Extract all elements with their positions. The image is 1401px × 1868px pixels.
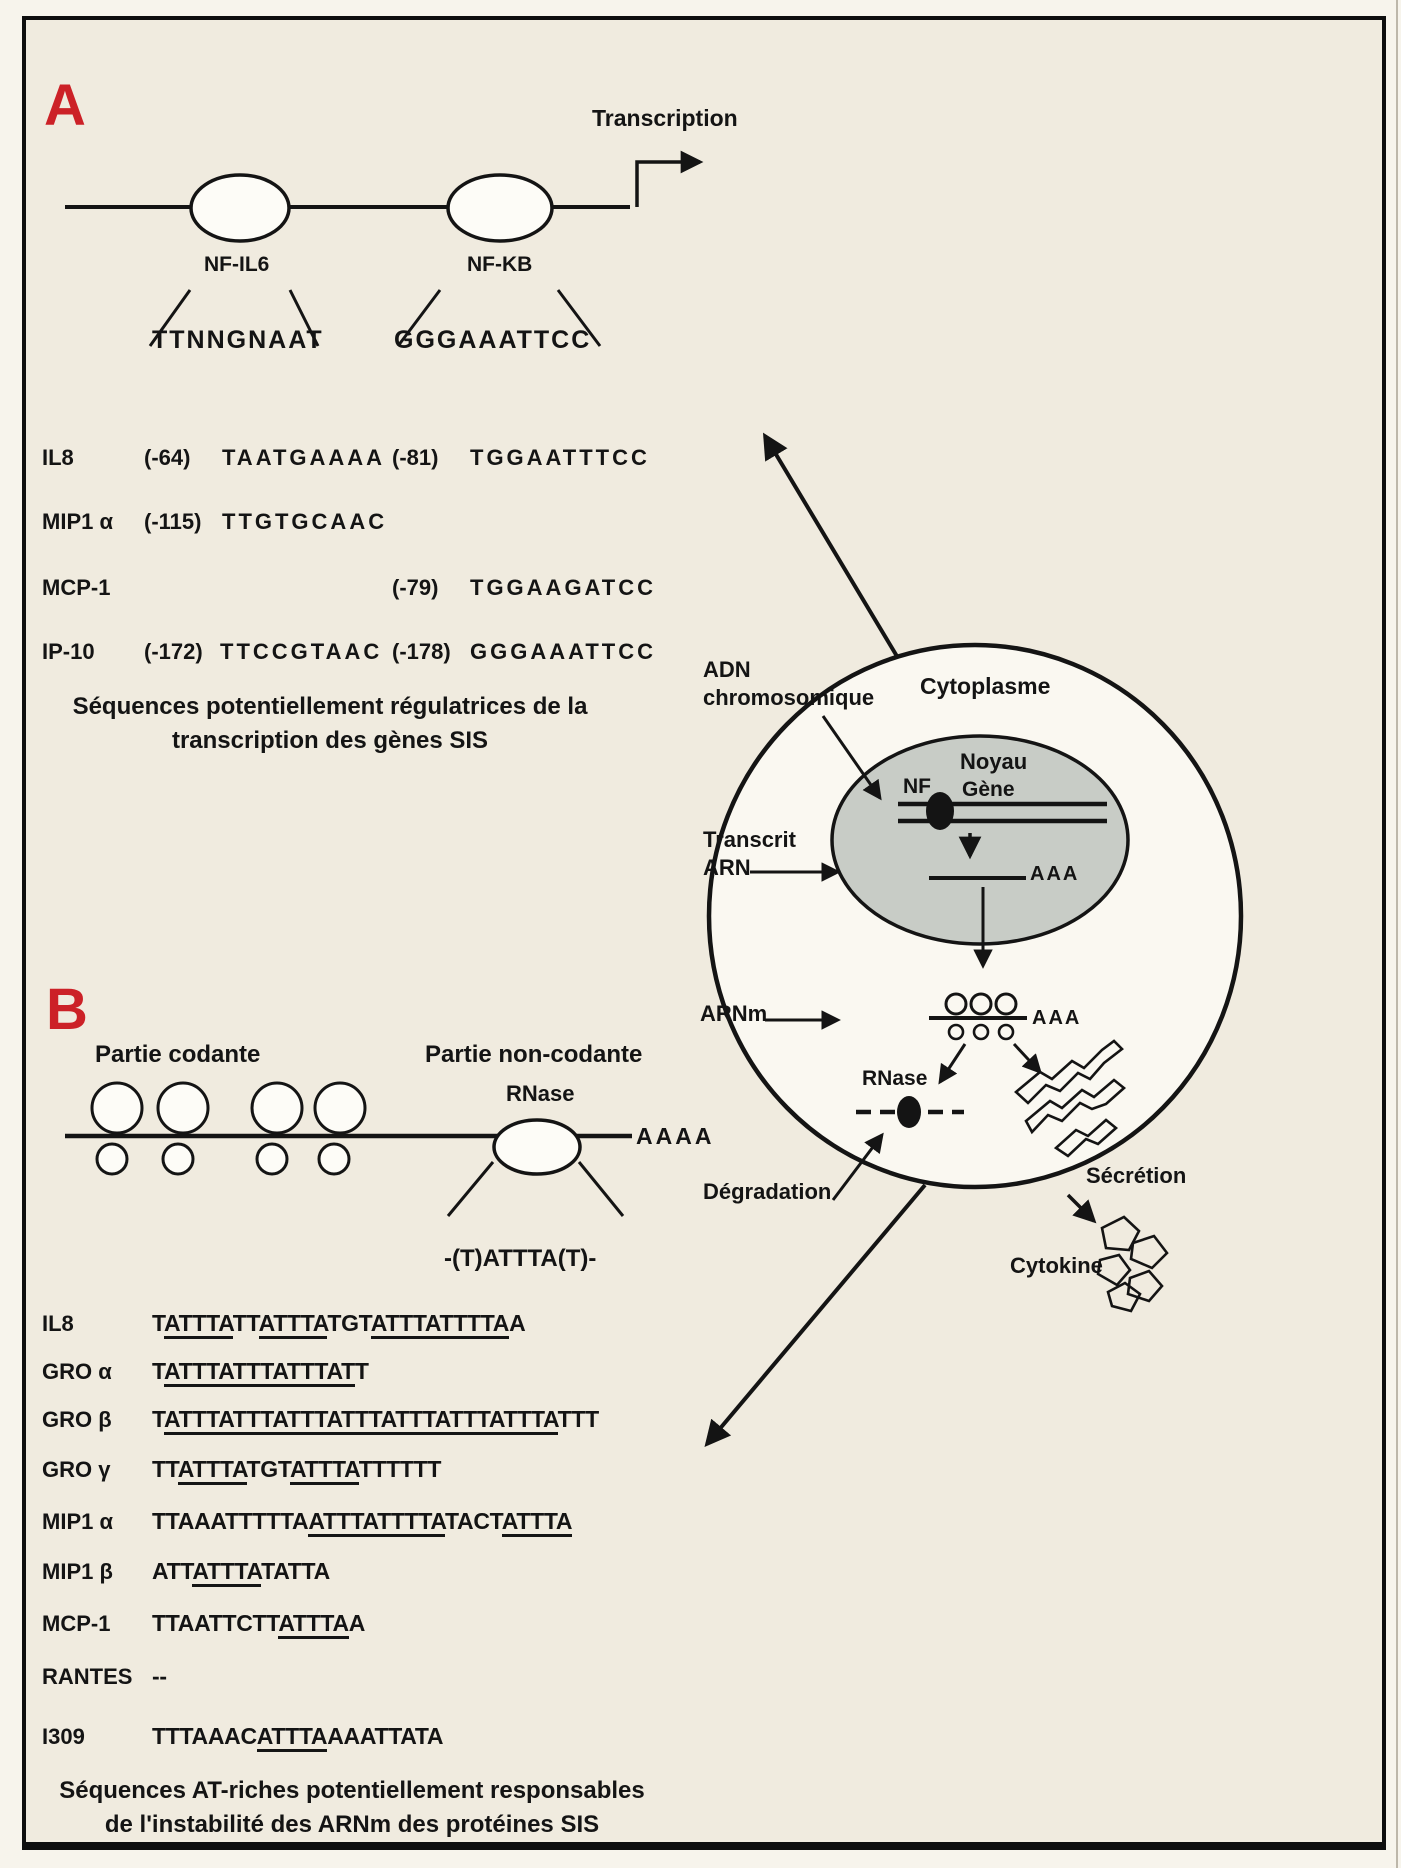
cell-to-panel-b-arrow — [707, 1185, 925, 1444]
gene-name: IP-10 — [42, 639, 95, 664]
gene-name: IL8 — [42, 1311, 74, 1336]
panel-a-label: A — [44, 73, 86, 138]
at-rich-sequence: TTATTTATGTATTTATTTTTT — [152, 1457, 441, 1481]
gene-sequence: TTGTGCAAC — [222, 509, 388, 534]
ribosome-large-subunit — [92, 1083, 142, 1133]
cytokine-label: Cytokine — [1010, 1253, 1103, 1278]
transcription-start-arrow — [637, 162, 700, 207]
panel-b-caption-line1: Séquences AT-riches potentiellement responsables — [59, 1777, 645, 1804]
at-rich-sequence: TTAATTCTTATTTAA — [152, 1611, 365, 1635]
at-rich-sequence: TTAAATTTTTAATTTATTTTATACTATTTA — [152, 1509, 572, 1533]
consensus-nf-il6-sequence: TTNNGNAAT — [152, 326, 324, 354]
gene-name: GRO γ — [42, 1457, 111, 1482]
gene-name: MIP1 α — [42, 1509, 113, 1534]
gene-position: (-79) — [392, 575, 439, 600]
gene-name: MCP-1 — [42, 1611, 111, 1636]
degradation-label: Dégradation — [703, 1179, 832, 1204]
cell-to-panel-a-arrow — [765, 436, 898, 658]
polya-nucleus-label: AAA — [1030, 863, 1080, 885]
mrna-ribosome-circle — [946, 994, 966, 1014]
nf-label: NF — [903, 775, 931, 798]
nf-il6-protein-oval — [191, 175, 289, 241]
ribosome-large-subunit — [252, 1083, 302, 1133]
gene-name: IL8 — [42, 445, 74, 470]
mrna-ribosome-circle — [996, 994, 1016, 1014]
gene-name: MIP1 β — [42, 1559, 113, 1584]
mrna-small-circle — [974, 1025, 988, 1039]
gene-name: GRO β — [42, 1407, 112, 1432]
ribosome-small-subunit — [257, 1144, 287, 1174]
ribosome-small-subunit — [319, 1144, 349, 1174]
rnase-right-leader-line — [579, 1162, 623, 1216]
cytokine-particle — [1128, 1271, 1162, 1301]
gene-name: GRO α — [42, 1359, 112, 1384]
transcrit-label-line1: Transcrit — [703, 827, 796, 852]
at-rich-sequence: -- — [152, 1663, 167, 1689]
arnm-label: ARNm — [700, 1001, 768, 1026]
nf-il6-label: NF-IL6 — [204, 253, 270, 276]
noncoding-region-label: Partie non-codante — [425, 1041, 643, 1068]
mrna-small-circle — [999, 1025, 1013, 1039]
panel-a-caption-line1: Séquences potentiellement régulatrices de la — [72, 693, 588, 720]
panel-b-caption-line2: de l'instabilité des ARNm des protéines SIS — [104, 1811, 600, 1838]
nf-kb-protein-oval — [448, 175, 552, 241]
at-rich-sequence: TTTAAACATTTAAAATTATA — [152, 1724, 443, 1748]
at-rich-sequence: TATTTATTTATTTATTTATTTATTTATTTATTT — [152, 1407, 599, 1431]
gene-position: (-178) — [392, 639, 451, 664]
gene-sequence: TAATGAAAA — [222, 445, 386, 470]
gene-name: RANTES — [42, 1664, 133, 1689]
rnase-label-panel-b: RNase — [506, 1081, 575, 1106]
rnase-oval — [494, 1120, 580, 1174]
gene-position: (-81) — [392, 445, 439, 470]
gene-name: MIP1 α — [42, 509, 113, 534]
gene-sequence: GGGAAATTCC — [470, 639, 657, 664]
secretion-arrow — [1068, 1195, 1094, 1221]
promoter-diagram — [65, 162, 700, 346]
adn-label-line1: ADN — [703, 657, 751, 682]
rnase-label-cell: RNase — [862, 1067, 928, 1090]
adn-label-line2: chromosomique — [703, 685, 875, 710]
cell-diagram — [707, 436, 1241, 1444]
secretion-label: Sécrétion — [1086, 1163, 1187, 1188]
gene-position: (-64) — [144, 445, 191, 470]
gene-position: (-172) — [144, 639, 203, 664]
at-rich-sequence: TATTTATTTATTTATT — [152, 1359, 369, 1383]
ribosome-large-subunit — [315, 1083, 365, 1133]
cytoplasme-label: Cytoplasme — [920, 673, 1051, 699]
polya-label-panel-b: AAAA — [636, 1123, 715, 1149]
ribosome-large-subunit — [158, 1083, 208, 1133]
transcrit-label-line2: ARN — [703, 855, 751, 880]
at-rich-sequence: ATTATTTATATTA — [152, 1559, 330, 1583]
cytokine-particle — [1131, 1236, 1167, 1268]
transcription-label: Transcription — [592, 105, 738, 131]
nf-kb-label: NF-KB — [467, 253, 533, 276]
coding-region-label: Partie codante — [95, 1041, 261, 1068]
attta-motif-label: -(T)ATTTA(T)- — [444, 1245, 597, 1272]
panel-b-label: B — [46, 977, 88, 1042]
mrna-small-circle — [949, 1025, 963, 1039]
gene-sequence: TGGAAGATCC — [470, 575, 657, 600]
gene-name: MCP-1 — [42, 575, 111, 600]
gene-name: I309 — [42, 1724, 85, 1749]
rnase-dot — [897, 1096, 921, 1128]
panel-a-caption-line2: transcription des gènes SIS — [171, 727, 489, 754]
rnase-left-leader-line — [448, 1162, 493, 1216]
at-rich-sequence: TATTTATTATTTATGTATTTATTTTAA — [152, 1311, 525, 1335]
noyau-label: Noyau — [960, 749, 1028, 774]
gene-sequence: TTCCGTAAC — [220, 639, 383, 664]
gene-label: Gène — [962, 778, 1015, 801]
ribosome-small-subunit — [97, 1144, 127, 1174]
ribosome-small-subunit — [163, 1144, 193, 1174]
gene-sequence: TGGAATTTCC — [470, 445, 650, 470]
consensus-nf-kb-sequence: GGGAAATTCC — [394, 326, 592, 354]
mrna-ribosome-circle — [971, 994, 991, 1014]
gene-position: (-115) — [144, 509, 202, 534]
polya-cyto-label: AAA — [1032, 1007, 1082, 1029]
